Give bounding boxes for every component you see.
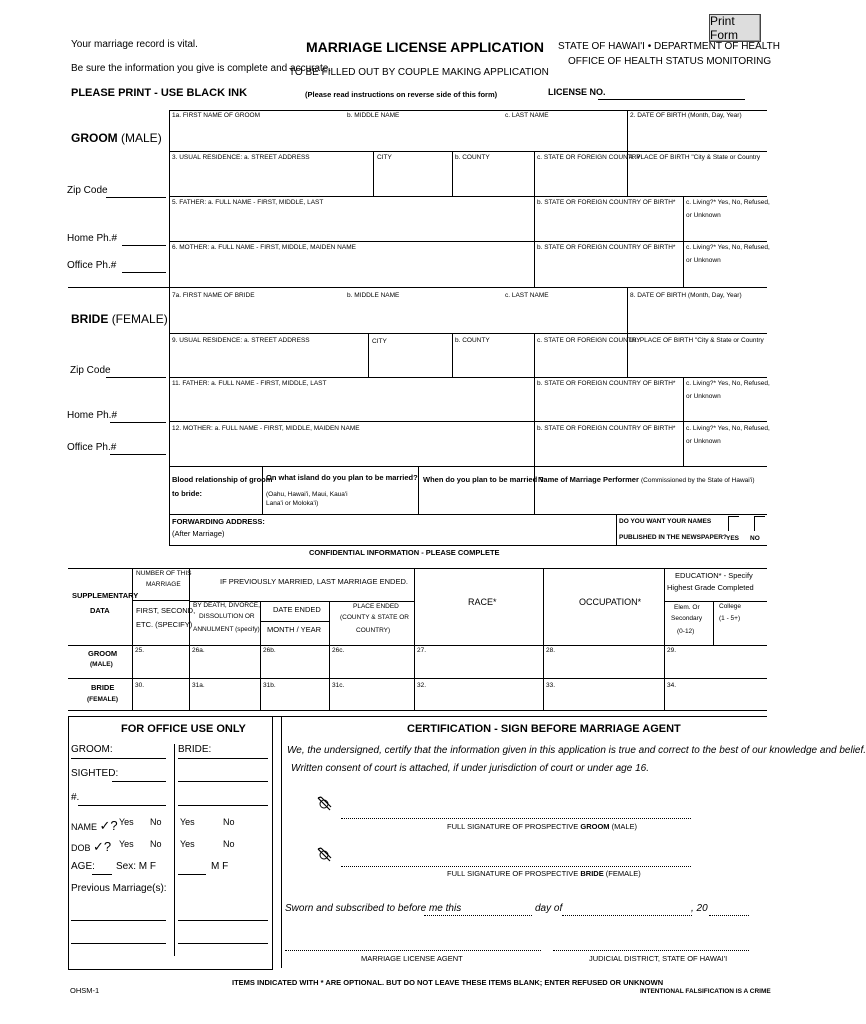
newspaper-question-2: PUBLISHED IN THE NEWSPAPER?: [619, 534, 727, 541]
bride-signature-field[interactable]: [341, 866, 691, 867]
bride-father-name-field[interactable]: 11. FATHER: a. FULL NAME - FIRST, MIDDLE, LAST: [172, 380, 327, 387]
groom-street-field[interactable]: 3. USUAL RESIDENCE: a. STREET ADDRESS: [172, 154, 310, 161]
office-bride-age-field[interactable]: [178, 874, 206, 875]
license-no-field[interactable]: [598, 99, 745, 100]
previously-married-header: IF PREVIOUSLY MARRIED, LAST MARRIAGE ENDED.: [220, 577, 408, 586]
office-bride-field[interactable]: [178, 758, 268, 759]
groom-signature-field[interactable]: [341, 818, 691, 819]
groom-signature-caption: FULL SIGNATURE OF PROSPECTIVE GROOM (MALE): [447, 822, 638, 831]
performer-field[interactable]: Name of Marriage Performer (Commissioned by the State of Hawai'i): [538, 475, 755, 484]
bride-zip-field[interactable]: [106, 377, 166, 378]
college-header-2: (1 - 5+): [719, 615, 741, 622]
optional-note: ITEMS INDICATED WITH * ARE OPTIONAL. BUT DO NOT LEAVE THESE ITEMS BLANK; ENTER REFUSED OR UNKNOWN: [232, 978, 664, 987]
agent-caption: MARRIAGE LICENSE AGENT: [361, 954, 463, 963]
island-field[interactable]: On what island do you plan to be married?: [266, 473, 418, 482]
bride-office-phone-label: Office Ph.#: [67, 442, 117, 453]
office-prev-bride-field-2[interactable]: [178, 943, 268, 944]
office-sighted-label: SIGHTED:: [71, 768, 119, 779]
confidential-heading: CONFIDENTIAL INFORMATION - PLEASE COMPLETE: [309, 548, 500, 557]
office-hash-label: #.: [71, 792, 80, 803]
newspaper-question: DO YOU WANT YOUR NAMES: [619, 518, 712, 525]
instructions-note: (Please read instructions on reverse side of this form): [305, 90, 498, 99]
date-ended-header: DATE ENDED: [273, 605, 321, 614]
bride-father-birth-country-field[interactable]: b. STATE OR FOREIGN COUNTRY OF BIRTH*: [537, 380, 676, 387]
island-options-1: (Oahu, Hawai'i, Maui, Kaua'i: [266, 491, 348, 498]
groom-item-25[interactable]: 25.: [135, 647, 145, 654]
newspaper-yes-label: YES: [726, 535, 740, 542]
first-second-header: FIRST, SECOND,: [136, 606, 196, 615]
bride-office-phone-field[interactable]: [110, 454, 166, 455]
supp-bride-sub: (FEMALE): [87, 696, 119, 703]
groom-signature-pen-icon: [316, 795, 334, 813]
bride-last-name-field[interactable]: c. LAST NAME: [505, 292, 549, 299]
supplementary-label: SUPPLEMENTARY: [72, 591, 139, 600]
groom-home-phone-field[interactable]: [122, 245, 166, 246]
groom-item-26b[interactable]: 26b.: [263, 647, 276, 654]
bride-mother-name-field[interactable]: 12. MOTHER: a. FULL NAME - FIRST, MIDDLE, MAIDEN NAME: [172, 425, 360, 432]
groom-dob-field[interactable]: 2. DATE OF BIRTH (Month, Day, Year): [630, 112, 742, 119]
bride-middle-name-field[interactable]: b. MIDDLE NAME: [347, 292, 400, 299]
groom-first-name-field[interactable]: 1a. FIRST NAME OF GROOM: [172, 112, 261, 119]
page-title: MARRIAGE LICENSE APPLICATION: [306, 39, 545, 55]
office-name-bride-no[interactable]: No: [223, 817, 235, 827]
office-groom-field[interactable]: [71, 758, 166, 759]
certification-statement: We, the undersigned, certify that the information given in this application is true and correct to the best of our knowledge and belief.: [287, 745, 866, 756]
bride-section-label: BRIDE (FEMALE): [71, 312, 168, 326]
falsification-note: INTENTIONAL FALSIFICATION IS A CRIME: [640, 988, 771, 995]
groom-father-living-note: or Unknown: [686, 212, 721, 219]
groom-birthplace-field[interactable]: 4. PLACE OF BIRTH "City & State or Country: [629, 154, 761, 161]
office-name-check: NAME ✓?: [71, 818, 118, 833]
elementary-header: Elem. Or: [674, 604, 700, 611]
groom-section-label: GROOM (MALE): [71, 131, 162, 145]
groom-mother-living-note: or Unknown: [686, 257, 721, 264]
office-previous-marriages-label: Previous Marriage(s):: [71, 883, 167, 894]
groom-middle-name-field[interactable]: b. MIDDLE NAME: [347, 112, 400, 119]
blood-relationship-label-2: to bride:: [172, 489, 202, 498]
supp-groom-sub: (MALE): [90, 661, 113, 668]
office-bride-label: BRIDE:: [178, 744, 212, 755]
groom-office-phone-label: Office Ph.#: [67, 260, 117, 271]
office-groom-label: GROOM:: [71, 744, 113, 755]
bride-mother-living-field[interactable]: c. Living?* Yes, No, Refused,: [686, 425, 770, 432]
bride-item-31a[interactable]: 31a.: [192, 682, 205, 689]
newspaper-no-label: NO: [750, 535, 760, 542]
number-marriage-header-2: MARRIAGE: [146, 581, 181, 588]
bride-home-phone-label: Home Ph.#: [67, 410, 118, 421]
groom-father-living-field[interactable]: c. Living?* Yes, No, Refused,: [686, 199, 770, 206]
complete-note: Be sure the information you give is complete and accurate.: [71, 63, 332, 74]
place-ended-header: PLACE ENDED: [353, 603, 399, 610]
bride-mother-living-note: or Unknown: [686, 438, 721, 445]
blood-relationship-field[interactable]: Blood relationship of groom: [172, 475, 273, 484]
license-no-label: LICENSE NO.: [548, 87, 606, 97]
college-header: College: [719, 603, 742, 610]
district-field[interactable]: [553, 950, 749, 951]
occupation-header: OCCUPATION*: [579, 597, 642, 607]
certification-title: CERTIFICATION - SIGN BEFORE MARRIAGE AGENT: [407, 723, 681, 735]
island-options-2: Lana'i or Moloka'i): [266, 500, 319, 507]
groom-home-phone-label: Home Ph.#: [67, 233, 118, 244]
office-name-groom-no[interactable]: No: [150, 817, 162, 827]
office-sighted-bride-field[interactable]: [178, 781, 268, 782]
groom-item-27[interactable]: 27.: [417, 647, 427, 654]
office-dob-groom-no[interactable]: No: [150, 839, 162, 849]
day-of-label: day of: [535, 903, 563, 914]
district-caption: JUDICIAL DISTRICT, STATE OF HAWAI'I: [589, 954, 728, 963]
office-sighted-groom-field[interactable]: [112, 781, 166, 782]
ended-by-header: BY DEATH, DIVORCE,: [193, 602, 260, 609]
bride-item-31b[interactable]: 31b.: [263, 682, 276, 689]
bride-item-33[interactable]: 33.: [546, 682, 556, 689]
office-name: OFFICE OF HEALTH STATUS MONITORING: [568, 56, 772, 67]
sworn-month-field[interactable]: [562, 915, 692, 916]
newspaper-yes-checkbox[interactable]: [728, 516, 739, 531]
groom-zip-label: Zip Code: [67, 185, 108, 196]
groom-item-26c[interactable]: 26c.: [332, 647, 345, 654]
groom-mother-birth-country-field[interactable]: b. STATE OR FOREIGN COUNTRY OF BIRTH*: [537, 244, 676, 251]
groom-father-birth-country-field[interactable]: b. STATE OR FOREIGN COUNTRY OF BIRTH*: [537, 199, 676, 206]
groom-item-28[interactable]: 28.: [546, 647, 556, 654]
supp-bride-label: BRIDE: [91, 683, 115, 692]
bride-father-living-note: or Unknown: [686, 393, 721, 400]
year-label: , 20: [691, 903, 708, 914]
place-ended-header-3: COUNTRY): [356, 627, 391, 634]
groom-city-field[interactable]: CITY: [377, 154, 392, 161]
office-bride-sex[interactable]: M F: [211, 861, 229, 872]
print-note: PLEASE PRINT - USE BLACK INK: [71, 87, 248, 99]
bride-item-34[interactable]: 34.: [667, 682, 677, 689]
elementary-header-3: (0-12): [677, 628, 695, 635]
bride-state-field[interactable]: c. STATE OR FOREIGN COUNTRY: [537, 337, 641, 344]
office-dob-bride-no[interactable]: No: [223, 839, 235, 849]
bride-county-field[interactable]: b. COUNTY: [455, 337, 490, 344]
supplementary-label-2: DATA: [90, 606, 110, 615]
groom-father-name-field[interactable]: 5. FATHER: a. FULL NAME - FIRST, MIDDLE, LAST: [172, 199, 324, 206]
page-subtitle: TO BE FILLED OUT BY COUPLE MAKING APPLICATION: [289, 67, 549, 78]
vital-note: Your marriage record is vital.: [71, 39, 198, 50]
office-name-groom-yes[interactable]: Yes: [119, 817, 134, 827]
groom-last-name-field[interactable]: c. LAST NAME: [505, 112, 549, 119]
bride-item-31c[interactable]: 31c.: [332, 682, 345, 689]
education-header-2: Highest Grade Completed: [667, 583, 754, 592]
bride-mother-birth-country-field[interactable]: b. STATE OR FOREIGN COUNTRY OF BIRTH*: [537, 425, 676, 432]
groom-item-26a[interactable]: 26a.: [192, 647, 205, 654]
form-number: OHSM-1: [70, 986, 100, 995]
number-marriage-header: NUMBER OF THIS: [136, 570, 192, 577]
forwarding-address-note: (After Marriage): [172, 529, 225, 538]
certification-consent: Written consent of court is attached, if under jurisdiction of court or under age 16.: [291, 763, 649, 774]
state-department: STATE OF HAWAI'I • DEPARTMENT OF HEALTH: [558, 41, 780, 52]
bride-birthplace-field[interactable]: 10. PLACE OF BIRTH "City & State or Country: [629, 337, 764, 344]
office-groom-sex[interactable]: Sex: M F: [116, 861, 157, 872]
office-dob-bride-yes[interactable]: Yes: [180, 839, 195, 849]
office-number-groom-field[interactable]: [78, 805, 166, 806]
office-use-title: FOR OFFICE USE ONLY: [121, 723, 246, 735]
ended-by-header-3: ANNULMENT (specify): [193, 626, 260, 633]
elementary-header-2: Secondary: [671, 615, 703, 622]
office-dob-groom-yes[interactable]: Yes: [119, 839, 134, 849]
groom-office-phone-field[interactable]: [122, 272, 166, 273]
forwarding-address-field[interactable]: FORWARDING ADDRESS:: [172, 517, 265, 526]
bride-item-32[interactable]: 32.: [417, 682, 427, 689]
office-prev-groom-field-2[interactable]: [71, 943, 166, 944]
first-second-header-2: ETC. (SPECIFY): [136, 620, 193, 629]
office-name-bride-yes[interactable]: Yes: [180, 817, 195, 827]
bride-zip-label: Zip Code: [70, 365, 111, 376]
groom-state-field[interactable]: c. STATE OR FOREIGN COUNTRY: [537, 154, 641, 161]
sworn-day-field[interactable]: [424, 915, 532, 916]
bride-dob-field[interactable]: 8. DATE OF BIRTH (Month, Day, Year): [630, 292, 742, 299]
print-form-button[interactable]: Print Form: [709, 14, 761, 42]
bride-signature-pen-icon: [316, 846, 334, 864]
wedding-date-field[interactable]: When do you plan to be married ?: [423, 475, 544, 484]
agent-signature-field[interactable]: [285, 950, 541, 951]
office-groom-age-field[interactable]: [92, 874, 112, 875]
office-prev-bride-field-1[interactable]: [178, 920, 268, 921]
bride-street-field[interactable]: 9. USUAL RESIDENCE: a. STREET ADDRESS: [172, 337, 310, 344]
office-prev-groom-field-1[interactable]: [71, 920, 166, 921]
office-number-bride-field[interactable]: [178, 805, 268, 806]
bride-item-30[interactable]: 30.: [135, 682, 145, 689]
groom-zip-field[interactable]: [106, 197, 166, 198]
bride-home-phone-field[interactable]: [110, 422, 166, 423]
education-header: EDUCATION* - Specify: [675, 571, 753, 580]
office-dob-check: DOB ✓?: [71, 839, 112, 854]
bride-first-name-field[interactable]: 7a. FIRST NAME OF BRIDE: [172, 292, 255, 299]
bride-father-living-field[interactable]: c. Living?* Yes, No, Refused,: [686, 380, 770, 387]
supp-groom-label: GROOM: [88, 649, 118, 658]
ended-by-header-2: DISSOLUTION OR: [199, 613, 255, 620]
groom-mother-name-field[interactable]: 6. MOTHER: a. FULL NAME - FIRST, MIDDLE, MAIDEN NAME: [172, 244, 356, 251]
bride-signature-caption: FULL SIGNATURE OF PROSPECTIVE BRIDE (FEMALE): [447, 869, 641, 878]
month-year-header: MONTH / YEAR: [267, 625, 322, 634]
sworn-year-field[interactable]: [709, 915, 749, 916]
office-age-label: AGE:: [71, 861, 95, 872]
bride-city-field[interactable]: CITY: [372, 338, 387, 345]
groom-mother-living-field[interactable]: c. Living?* Yes, No, Refused,: [686, 244, 770, 251]
sworn-label: Sworn and subscribed to before me this: [285, 903, 462, 914]
groom-item-29[interactable]: 29.: [667, 647, 677, 654]
newspaper-no-checkbox[interactable]: [754, 516, 765, 531]
race-header: RACE*: [468, 597, 497, 607]
groom-county-field[interactable]: b. COUNTY: [455, 154, 490, 161]
place-ended-header-2: (COUNTY & STATE OR: [340, 614, 409, 621]
